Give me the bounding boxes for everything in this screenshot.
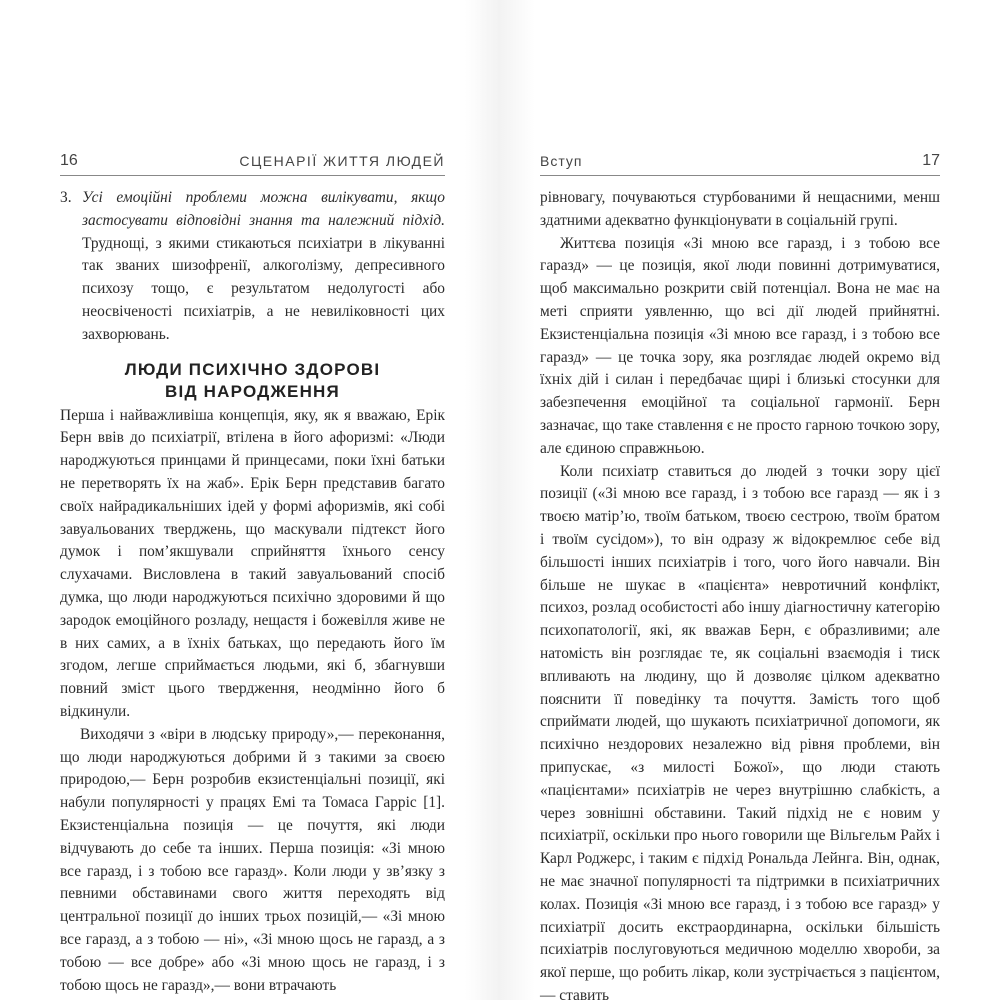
right-header-rule (540, 175, 940, 176)
right-running-head (540, 152, 940, 174)
right-page-number: 17 (922, 152, 940, 169)
item-number: 3. (60, 189, 72, 206)
left-header-rule (60, 175, 445, 176)
right-body-text (540, 187, 940, 1008)
section-heading (60, 359, 445, 403)
right-paragraph-2: Коли психіатр ставиться до людей з точки зору цієї позиції («Зі мною все гаразд, і з тобою все гаразд — як і з твоєю матір’ю, твоїм батьком, твоєю сестрою, твоїм братом і твоїм сусідом»), то він одразу ж відокремлює себе від більшості інших психіатрів і того, чого його навчали. Він більше не шукає в «пацієнта» невротичний конфлікт, психоз, розлад особистості або іншу діагностичну категорію психопатології, які, як вважав Берн, є образливими; але натомість він розглядає те, як соціальні взаємодія і тиск впливають на людину, що й дозволяє цілком адекватно пояснити її поведінку та почуття. Замість того щоб сприймати людей, що шукають психіатричної допомоги, як психічно нездорових незалежно від рівня проблеми, він припускає, «з милості Божої», що люди стають «пацієнтами» психіатрів не через внутрішню слабкість, а через зовнішні обставини. Такий підхід не є новим у психіатрії, оскільки про нього говорили ще Вільгельм Райх і Карл Роджерс, і таким є підхід Рональда Лейнга. Він, однак, не має значної популярності та підтримки в психіатричних колах. Позиція «Зі мною все гаразд, і з тобою все гаразд» у психіатрії досить екстраординарна, оскільки більшість психіатрів послуговуються медичною моделлю хвороби, за якої перше, що робить лікар, коли зустрічається з пацієнтом,— ставить (540, 462, 940, 1004)
left-running-head (60, 152, 445, 174)
left-page (0, 0, 500, 1000)
left-body-text (60, 187, 445, 997)
section-heading-line2: ВІД НАРОДЖЕННЯ (165, 381, 340, 401)
right-running-title: Вступ (540, 153, 583, 169)
item-rest-text: Труднощі, з якими стикаються психіатри в лікуванні так званих шизофренії, алкоголізму, депресивного психозу тощо, є результатом недолугості або неосвіченості психіатрів, а не невиліковності цих захворювань. (82, 234, 445, 343)
right-page (500, 0, 1000, 1004)
left-running-title: СЦЕНАРІЇ ЖИТТЯ ЛЮДЕЙ (239, 153, 445, 169)
right-paragraph-1: Життєва позиція «Зі мною все гаразд, і з тобою все гаразд» — це позиція, якої люди повинні дотримуватися, щоб максимально розкрити свій потенціал. Вона не має на меті сприяти уявленню, що всі дії людей прийнятні. Екзистенціальна позиція «Зі мною все гаразд, і з тобою все гаразд» — це точка зору, яка розглядає людей окремо від їхніх дій і силан і передбачає щирі і близькі стосунки для забезпечення емоційної та соціальної гармонії. Берн зазначає, що таке ставлення є не просто гарною точкою зору, але єдиною справжньою. (540, 234, 940, 457)
right-paragraph-0: рівновагу, почуваються стурбованими й нещасними, менш здатними адекватно функціонувати в соціальній групі. (540, 189, 940, 229)
numbered-item-3 (60, 187, 445, 347)
left-page-number: 16 (60, 152, 78, 169)
section-heading-line1: ЛЮДИ ПСИХІЧНО ЗДОРОВІ (124, 359, 381, 379)
left-paragraph-2: Виходячи з «віри в людську природу»,— переконання, що люди народжуються добрими й з такими за своєю природою,— Берн розробив екзистенціальні позиції, які набули популярності у працях Емі та Томаса Гарріс [1]. Екзистенціальна позиція — це почуття, які люди відчувають до себе та інших. Перша позиція: «Зі мною все гаразд, і з тобою все гаразд». Коли люди у зв’язку з певними обставинами свого життя переходять від центральної позиції до інших трьох позицій,— «Зі мною все гаразд, а з тобою — ні», «Зі мною щось не гаразд, а з тобою — все добре» або «Зі мною щось не гаразд, і з тобою щось не гаразд»,— вони втрачають (60, 725, 445, 994)
left-paragraph-1: Перша і найважливіша концепція, яку, як я вважаю, Ерік Берн ввів до психіатрії, втілена в його афоризмі: «Люди народжуються принцами й принцесами, поки їхні батьки не перетворять їх на жаб». Ерік Берн представив багато своїх найрадикальніших ідей у формі афоризмів, які собі завуальованих тверджень, що маскували підтекст його думок і пом’якшували сприйняття їхнього сенсу слухачами. Висловлена в такий завуальований спосіб думка, що люди народжуються психічно здоровими й що зародок емоційного розладу, нещастя і божевілля живе не в них самих, а в їхніх батьках, що передають його їм згодом, легше сприймається людьми, які б, збагнувши повний зміст цього твердження, неодмінно його б відкинули. (60, 406, 445, 720)
item-italic-text: Усі емоційні проблеми можна вилікувати, якщо застосувати відповідні знання та належний підхід. (82, 189, 445, 229)
